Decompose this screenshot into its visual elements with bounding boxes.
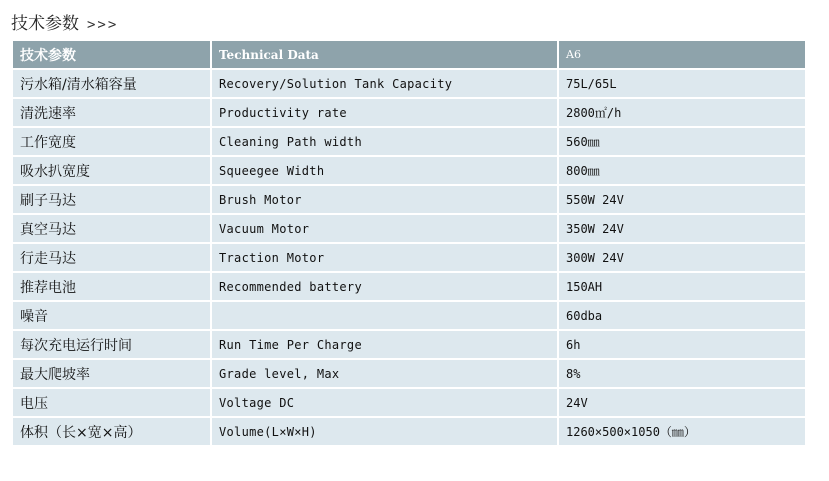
- row-value: 24V: [559, 389, 805, 416]
- row-value: 8%: [559, 360, 805, 387]
- table-row: [13, 157, 805, 184]
- table-row: [13, 128, 805, 155]
- row-cn-label: 吸水扒宽度: [13, 157, 210, 184]
- header-cn: 技术参数: [13, 41, 210, 68]
- table-row: [13, 244, 805, 271]
- row-cn-label: 刷子马达: [13, 186, 210, 213]
- row-value: 300W 24V: [559, 244, 805, 271]
- row-cn-label: 噪音: [13, 302, 210, 329]
- row-cn-label: 行走马达: [13, 244, 210, 271]
- row-cn-label: 最大爬坡率: [13, 360, 210, 387]
- table-row: [13, 99, 805, 126]
- row-en-label: [212, 302, 557, 329]
- row-en-label: Grade level, Max: [212, 360, 557, 387]
- row-en-label: Productivity rate: [212, 99, 557, 126]
- row-cn-label: 电压: [13, 389, 210, 416]
- row-value: 1260×500×1050（㎜）: [559, 418, 805, 445]
- row-cn-label: 推荐电池: [13, 273, 210, 300]
- row-value: 350W 24V: [559, 215, 805, 242]
- row-en-label: Voltage DC: [212, 389, 557, 416]
- table-row: [13, 418, 805, 445]
- title-arrows: >>>: [87, 17, 119, 33]
- table-header-row: [13, 41, 805, 68]
- table-row: [13, 215, 805, 242]
- table-row: [13, 273, 805, 300]
- header-en: Technical Data: [212, 41, 557, 68]
- table-row: [13, 70, 805, 97]
- row-en-label: Recommended battery: [212, 273, 557, 300]
- table-row: [13, 360, 805, 387]
- row-cn-label: 清洗速率: [13, 99, 210, 126]
- row-en-label: Run Time Per Charge: [212, 331, 557, 358]
- row-cn-label: 真空马达: [13, 215, 210, 242]
- spec-table: [11, 39, 807, 447]
- row-value: 800㎜: [559, 157, 805, 184]
- row-en-label: Brush Motor: [212, 186, 557, 213]
- row-cn-label: 工作宽度: [13, 128, 210, 155]
- row-en-label: Cleaning Path width: [212, 128, 557, 155]
- page-title: [11, 9, 118, 34]
- row-en-label: Traction Motor: [212, 244, 557, 271]
- row-en-label: Volume(L×W×H): [212, 418, 557, 445]
- row-en-label: Vacuum Motor: [212, 215, 557, 242]
- row-en-label: Squeegee Width: [212, 157, 557, 184]
- row-value: 6h: [559, 331, 805, 358]
- header-model: A6: [559, 41, 805, 68]
- table-row: [13, 389, 805, 416]
- table-row: [13, 302, 805, 329]
- row-value: 150AH: [559, 273, 805, 300]
- title-text: 技术参数: [11, 14, 79, 34]
- row-value: 560㎜: [559, 128, 805, 155]
- row-value: 550W 24V: [559, 186, 805, 213]
- row-value: 2800㎡/h: [559, 99, 805, 126]
- table-row: [13, 331, 805, 358]
- row-value: 75L/65L: [559, 70, 805, 97]
- row-cn-label: 每次充电运行时间: [13, 331, 210, 358]
- row-cn-label: 污水箱/清水箱容量: [13, 70, 210, 97]
- row-value: 60dba: [559, 302, 805, 329]
- table-row: [13, 186, 805, 213]
- row-cn-label: 体积（长×宽×高）: [13, 418, 210, 445]
- row-en-label: Recovery/Solution Tank Capacity: [212, 70, 557, 97]
